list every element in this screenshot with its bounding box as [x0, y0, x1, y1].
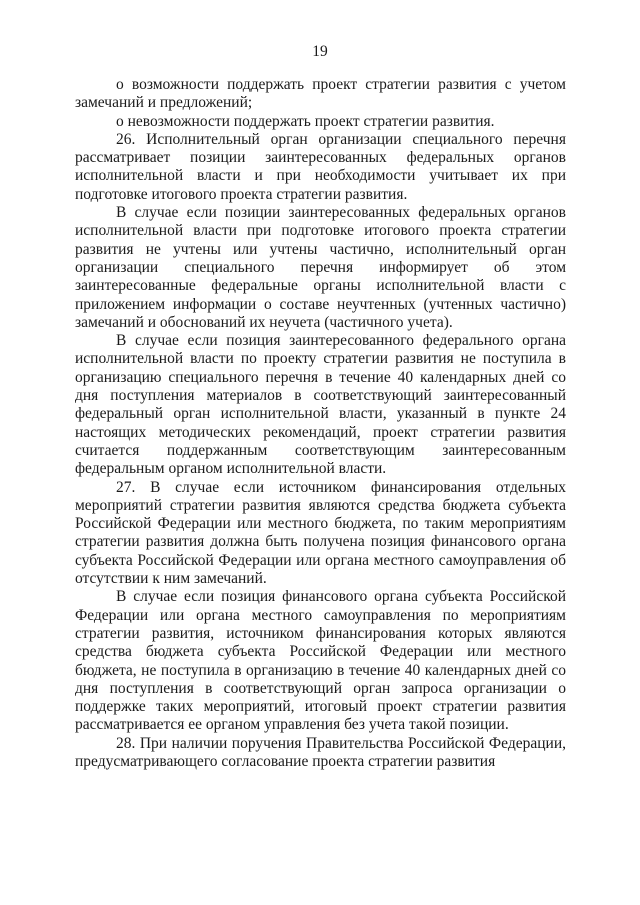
paragraph-item-26: 26. Исполнительный орган организации специального перечня рассматривает позиции заинтересованных федеральных органов исполнительной власти и при необходимости учитывает их при подготовке итогового проекта стратегии развития.: [75, 130, 566, 203]
page-number: 19: [312, 43, 328, 60]
paragraph-item-27: 27. В случае если источником финансирования отдельных мероприятий стратегии развития являются средства бюджета субъекта Российской Федерации или местного бюджета, по таким мероприятиям стратегии развития должна быть получена позиция финансового органа субъекта Российской Федерации или органа местного самоуправления об отсутствии к ним замечаний.: [75, 478, 566, 588]
paragraph-impossibility-to-support: о невозможности поддержать проект стратегии развития.: [116, 112, 495, 130]
document-body: [75, 76, 566, 771]
paragraph-position-not-received: В случае если позиция заинтересованного федерального органа исполнительной власти по проекту стратегии развития не поступила в организацию специального перечня в течение 40 календарных дней со дня поступления материалов в соответствующий заинтересованный федеральный орган исполнительной власти, указанный в пункте 24 настоящих методических рекомендаций, проект стратегии развития считается поддержанным соответствующим заинтересованным федеральным органом исполнительной власти.: [75, 332, 566, 478]
paragraph-positions-not-considered: В случае если позиции заинтересованных федеральных органов исполнительной власти при подготовке итогового проекта стратегии развития не учтены или учтены частично, исполнительный орган организации специального перечня информирует об этом заинтересованные федеральные органы исполнительной власти с приложением информации о составе неучтенных (учтенных частично) замечаний и обоснований их неучета (частичного учета).: [75, 204, 566, 331]
paragraph-possibility-to-support: о возможности поддержать проект стратегии развития с учетом замечаний и предложений;: [75, 76, 566, 112]
paragraph-financial-body-position: В случае если позиция финансового органа субъекта Российской Федерации или органа местного самоуправления по мероприятиям стратегии развития, источником финансирования которых являются средства бюджета субъекта Российской Федерации или местного бюджета, не поступила в организацию в течение 40 календарных дней со дня поступления в соответствующий орган запроса организации о поддержке таких мероприятий, итоговый проект стратегии развития рассматривается ее органом управления без учета такой позиции.: [75, 588, 566, 734]
paragraph-item-28: 28. При наличии поручения Правительства Российской Федерации, предусматривающего согласование проекта стратегии развития: [75, 734, 566, 770]
